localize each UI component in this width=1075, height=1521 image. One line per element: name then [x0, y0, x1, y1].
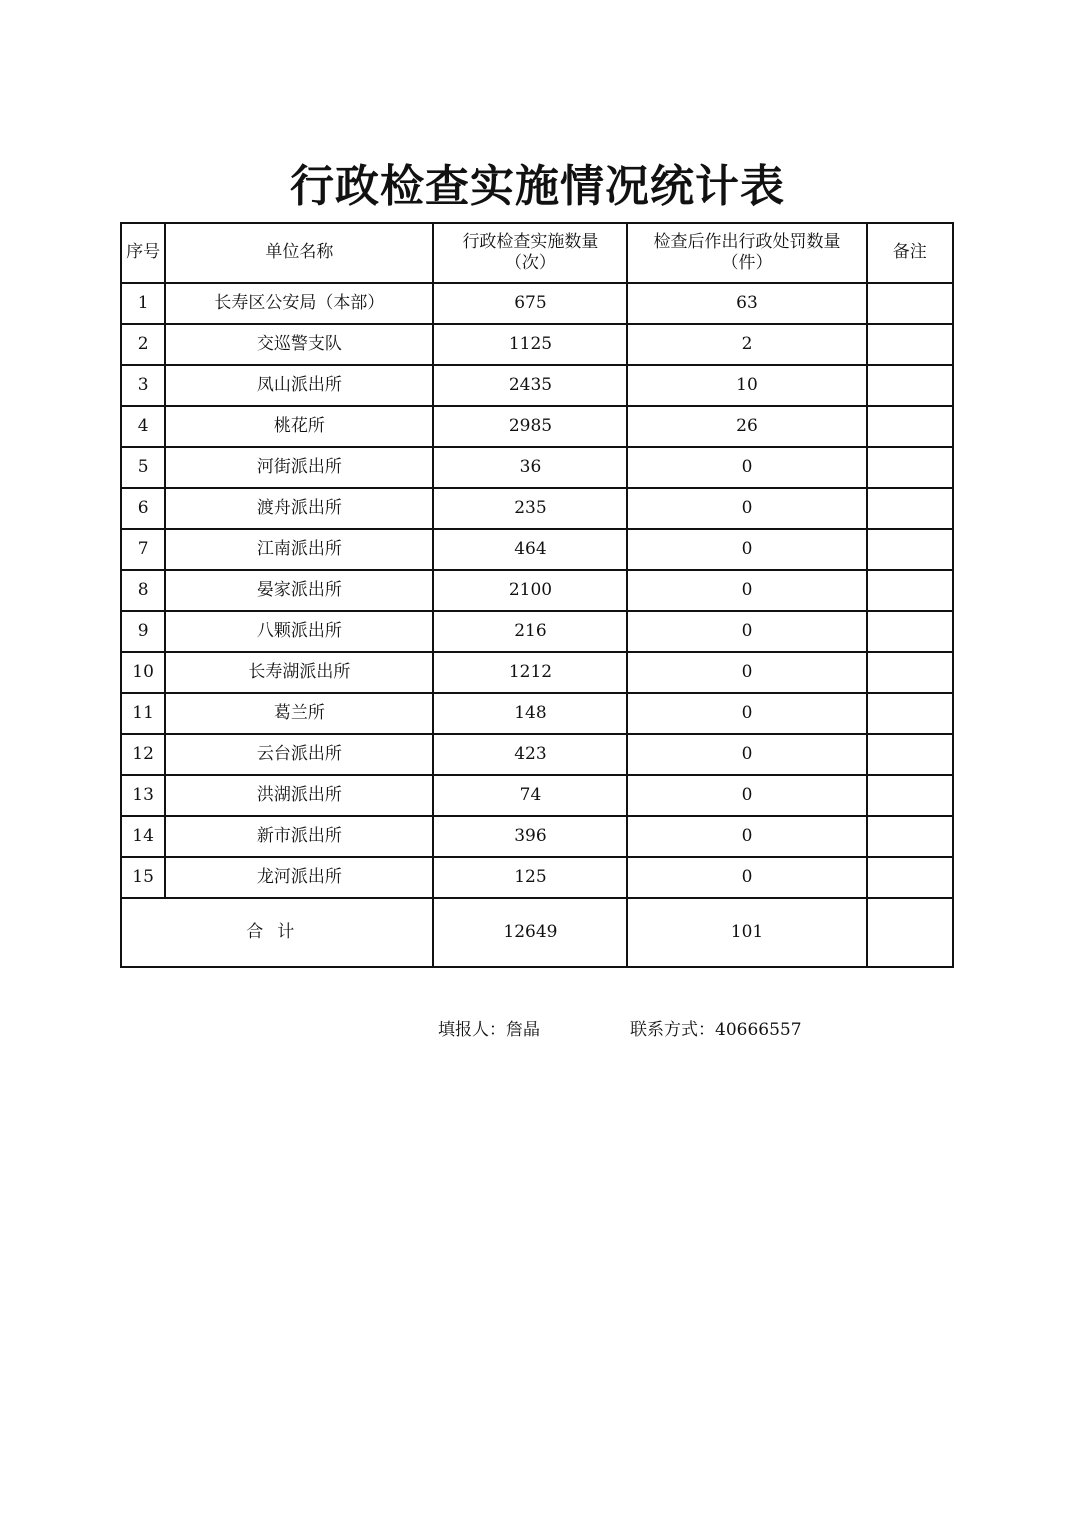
cell-unit: 葛兰所	[165, 693, 433, 734]
table-body	[121, 283, 953, 898]
cell-note	[867, 529, 953, 570]
total-label: 合计	[121, 898, 433, 967]
cell-penalties: 0	[627, 488, 866, 529]
table-row	[121, 283, 953, 324]
cell-unit: 江南派出所	[165, 529, 433, 570]
cell-inspections: 423	[433, 734, 627, 775]
cell-inspections: 396	[433, 816, 627, 857]
header-inspections-line2: （次）	[504, 253, 556, 273]
table-row	[121, 693, 953, 734]
header-inspections	[433, 223, 627, 283]
cell-seq: 1	[121, 283, 165, 324]
cell-unit: 长寿湖派出所	[165, 652, 433, 693]
cell-note	[867, 775, 953, 816]
cell-note	[867, 324, 953, 365]
cell-seq: 2	[121, 324, 165, 365]
cell-seq: 12	[121, 734, 165, 775]
cell-penalties: 0	[627, 693, 866, 734]
table-row	[121, 775, 953, 816]
header-penalties-line1: 检查后作出行政处罚数量	[653, 231, 841, 252]
header-row	[121, 223, 953, 283]
cell-inspections: 74	[433, 775, 627, 816]
table-footer	[121, 898, 953, 967]
cell-seq: 3	[121, 365, 165, 406]
cell-seq: 7	[121, 529, 165, 570]
table-header	[121, 223, 953, 283]
cell-seq: 14	[121, 816, 165, 857]
table-row	[121, 488, 953, 529]
cell-inspections: 36	[433, 447, 627, 488]
cell-inspections: 2985	[433, 406, 627, 447]
cell-seq: 4	[121, 406, 165, 447]
cell-note	[867, 447, 953, 488]
cell-penalties: 10	[627, 365, 866, 406]
cell-unit: 云台派出所	[165, 734, 433, 775]
total-row	[121, 898, 953, 967]
cell-unit: 新市派出所	[165, 816, 433, 857]
table-row	[121, 734, 953, 775]
table-row	[121, 611, 953, 652]
cell-unit: 河街派出所	[165, 447, 433, 488]
cell-inspections: 125	[433, 857, 627, 898]
header-penalties	[627, 223, 866, 283]
cell-unit: 洪湖派出所	[165, 775, 433, 816]
cell-note	[867, 693, 953, 734]
cell-penalties: 26	[627, 406, 866, 447]
table-row	[121, 406, 953, 447]
total-penalties: 101	[627, 898, 866, 967]
cell-inspections: 1125	[433, 324, 627, 365]
cell-note	[867, 857, 953, 898]
contact-value: 40666557	[715, 1020, 802, 1040]
cell-penalties: 2	[627, 324, 866, 365]
cell-note	[867, 488, 953, 529]
table-row	[121, 816, 953, 857]
cell-note	[867, 406, 953, 447]
table-row	[121, 324, 953, 365]
total-inspections: 12649	[433, 898, 627, 967]
cell-note	[867, 365, 953, 406]
cell-note	[867, 283, 953, 324]
cell-unit: 龙河派出所	[165, 857, 433, 898]
total-note	[867, 898, 953, 967]
cell-penalties: 0	[627, 775, 866, 816]
filler-label: 填报人：	[438, 1020, 506, 1040]
cell-penalties: 63	[627, 283, 866, 324]
cell-unit: 渡舟派出所	[165, 488, 433, 529]
cell-inspections: 235	[433, 488, 627, 529]
cell-note	[867, 816, 953, 857]
table-row	[121, 652, 953, 693]
cell-seq: 9	[121, 611, 165, 652]
table-row	[121, 529, 953, 570]
filler-name: 詹晶	[506, 1020, 540, 1040]
cell-unit: 交巡警支队	[165, 324, 433, 365]
cell-inspections: 216	[433, 611, 627, 652]
cell-seq: 15	[121, 857, 165, 898]
header-unit: 单位名称	[165, 223, 433, 283]
cell-inspections: 464	[433, 529, 627, 570]
cell-note	[867, 734, 953, 775]
cell-penalties: 0	[627, 529, 866, 570]
cell-unit: 八颗派出所	[165, 611, 433, 652]
cell-penalties: 0	[627, 447, 866, 488]
cell-seq: 11	[121, 693, 165, 734]
cell-penalties: 0	[627, 734, 866, 775]
cell-note	[867, 570, 953, 611]
cell-inspections: 675	[433, 283, 627, 324]
cell-seq: 10	[121, 652, 165, 693]
filler-signature	[438, 1015, 540, 1040]
header-penalties-line2: （件）	[721, 253, 773, 273]
statistics-table	[120, 222, 954, 968]
table-row	[121, 857, 953, 898]
cell-seq: 6	[121, 488, 165, 529]
cell-inspections: 2100	[433, 570, 627, 611]
cell-inspections: 1212	[433, 652, 627, 693]
cell-unit: 凤山派出所	[165, 365, 433, 406]
document-title: 行政检查实施情况统计表	[290, 161, 785, 212]
cell-penalties: 0	[627, 652, 866, 693]
cell-seq: 8	[121, 570, 165, 611]
cell-unit: 长寿区公安局（本部）	[165, 283, 433, 324]
header-seq: 序号	[121, 223, 165, 283]
cell-note	[867, 611, 953, 652]
cell-penalties: 0	[627, 857, 866, 898]
contact-label: 联系方式：	[630, 1020, 715, 1040]
cell-penalties: 0	[627, 816, 866, 857]
header-inspections-line1: 行政检查实施数量	[462, 231, 599, 252]
cell-penalties: 0	[627, 611, 866, 652]
cell-unit: 桃花所	[165, 406, 433, 447]
cell-seq: 13	[121, 775, 165, 816]
cell-note	[867, 652, 953, 693]
contact-info	[630, 1015, 802, 1040]
cell-unit: 晏家派出所	[165, 570, 433, 611]
table-row	[121, 570, 953, 611]
cell-inspections: 148	[433, 693, 627, 734]
table-row	[121, 447, 953, 488]
header-note: 备注	[867, 223, 953, 283]
table-row	[121, 365, 953, 406]
cell-penalties: 0	[627, 570, 866, 611]
cell-seq: 5	[121, 447, 165, 488]
cell-inspections: 2435	[433, 365, 627, 406]
